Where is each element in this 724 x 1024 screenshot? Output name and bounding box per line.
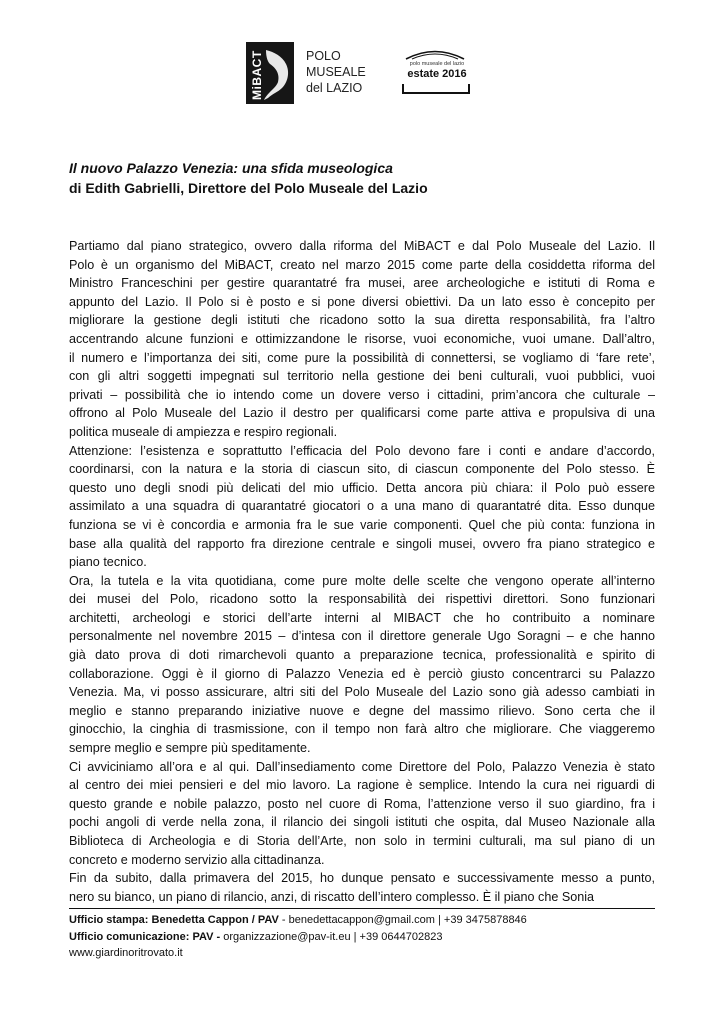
- press-office-contact[interactable]: - benedettacappon@gmail.com | +39 3475878846: [278, 914, 527, 926]
- paragraph-line: ginocchio, la cinghia di trasmissione, con il tempo non farà altro che migliorare. Che viaggeremo: [69, 722, 655, 737]
- article-paragraph: [69, 758, 655, 870]
- paragraph-line: personalmente nel novembre 2015 – d’intesa con il direttore generale Ugo Soragni – e che hanno: [69, 629, 655, 644]
- press-office-label: Ufficio stampa: Benedetta Cappon / PAV: [69, 914, 279, 926]
- paragraph-line: con gli altri soggetti impegnati sul territorio nella gestione dei beni culturali, vuoi pubblici, vuoi: [69, 369, 655, 384]
- paragraph-line: offrono al Polo Museale del Lazio il destro per qualificarsi come parte attiva e propulsiva di una: [69, 406, 655, 421]
- paragraph-line: nero su bianco, un piano di rilancio, anzi, di riscatto dell’intero complesso. È il piano che Sonia: [69, 889, 595, 904]
- polo-museale-wordmark: [306, 48, 366, 96]
- paragraph-line: Biblioteca di Archeologia e di Storia dell’Arte, non solo in termini culturali, ma sul piano di un: [69, 834, 655, 848]
- article-paragraph: [69, 442, 655, 572]
- estate-2016-logo: [398, 46, 474, 102]
- press-office-line: [69, 912, 527, 929]
- paragraph-line: dei musei del Polo, ricadono sotto la responsabilità dei rispettivi direttori. Sono funzionari: [69, 592, 655, 607]
- paragraph-line: architetti, archeologi e storici dell’arte interni al MIBACT che ho contribuito a nominare: [69, 610, 655, 625]
- paragraph-line: sempre meglio e sempre più speditamente.: [69, 741, 311, 756]
- footer-divider: [69, 908, 655, 909]
- article-paragraph: [69, 237, 655, 442]
- article-author: di Edith Gabrielli, Direttore del Polo Museale del Lazio: [69, 180, 428, 196]
- communication-office-contact[interactable]: organizzazione@pav-it.eu | +39 0644702823: [220, 930, 443, 943]
- paragraph-line: assimilato a una squadra di quarantatré giocatori o a una mano di quarantatré dita. Esso dunque: [69, 499, 655, 514]
- paragraph-line: Ci avviciniamo all’ora e al qui. Dall’insediamento come Direttore del Polo, Palazzo Venezia è stato: [69, 759, 655, 774]
- museale-line: MUSEALE: [306, 65, 366, 79]
- paragraph-line: collaborazione. Oggi è il giorno di Palazzo Venezia ed è perciò giusto concentrarci su Palazzo: [69, 666, 655, 681]
- paragraph-line: concreto e moderno servizio alla cittadinanza.: [69, 852, 325, 867]
- article-paragraph: [69, 869, 655, 906]
- polo-line: POLO: [306, 49, 341, 63]
- polo-museale-logo: [246, 42, 376, 104]
- communication-office-line: [69, 929, 527, 946]
- lazio-line: del LAZIO: [306, 81, 363, 95]
- paragraph-line: Attenzione: l’esistenza e soprattutto l’efficacia del Polo devono fare i conti e andare d’accordo,: [69, 443, 655, 458]
- paragraph-line: meglio e stanno preparando iniziative nuove e degne del massimo rilievo. Sono certa che il: [69, 703, 655, 718]
- paragraph-line: il numero e l’importanza dei siti, come pure la possibilità di connettersi, se vogliamo di ‘fare rete’,: [69, 350, 655, 365]
- paragraph-line: pochi angoli di verde nella zona, il rilancio dei singoli istituti che ospita, dal Museo Nazionale alla: [69, 815, 655, 830]
- paragraph-line: già dato prova di doti rimarchevoli quanto a preparazione tecnica, professionalità e spirito di: [69, 648, 655, 663]
- website-link[interactable]: www.giardinoritrovato.it: [69, 947, 183, 959]
- paragraph-line: appunto del Lazio. Il Polo si è posto e si pone diversi obiettivi. Da un lato esso è concepito per: [69, 294, 655, 309]
- paragraph-line: piano tecnico.: [69, 555, 147, 570]
- mibact-vertical-text: MiBACT: [250, 50, 264, 100]
- paragraph-line: migliorare la gestione degli istituti che ricadono sotto la sua diretta responsabilità, fra l’altro: [69, 313, 655, 328]
- paragraph-line: questo grande e nobile palazzo, posto nel cuore di Roma, l’attenzione verso il suo giardino, fra i: [69, 796, 655, 811]
- paragraph-line: coordinarsi, con la natura e la storia di ciascun sito, di ciascun componente del Polo stesso. È: [69, 462, 655, 477]
- estate-title: estate 2016: [407, 68, 467, 80]
- estate-arch-icon: [404, 48, 466, 60]
- article-paragraph: [69, 572, 655, 758]
- paragraph-line: accentrando alcune funzioni e ottimizzandone le risorse, vuoi economiche, vuoi umane. Dall’altro,: [69, 331, 655, 346]
- estate-base-bar: [402, 84, 470, 94]
- paragraph-line: Ministro Franceschini per gestire quarantatré fra musei, aree archeologiche e istituti di Roma e: [69, 276, 655, 291]
- paragraph-line: Fin da subito, dalla primavera del 2015, ho dunque pensato e successivamente messo a punto,: [69, 871, 655, 886]
- paragraph-line: questo uno degli snodi più delicati del mio ufficio. Detta ancora più chiara: il Polo può essere: [69, 480, 655, 495]
- article-title: Il nuovo Palazzo Venezia: una sfida museologica: [69, 160, 393, 176]
- article-body: [69, 237, 655, 906]
- communication-office-label: Ufficio comunicazione: PAV -: [69, 930, 221, 943]
- estate-subtitle: polo museale del lazio: [409, 61, 465, 67]
- paragraph-line: al centro dei miei pensieri e del mio lavoro. La ragione è semplice. Intendo la cura nei riguardi di: [69, 778, 655, 793]
- paragraph-line: Partiamo dal piano strategico, ovvero dalla riforma del MiBACT e dal Polo Museale del Lazio. Il: [69, 239, 655, 253]
- paragraph-line: Ora, la tutela e la vita quotidiana, come pure molte delle scelte che vengono operate all’interno: [69, 573, 655, 588]
- paragraph-line: Venezia. Ma, vi posso assicurare, altri siti del Polo Museale del Lazio sono già adesso cambiati in: [69, 685, 655, 700]
- footer: [69, 912, 527, 962]
- paragraph-line: base alla qualità del rapporto fra direzione centrale e singoli musei, ovvero fra piano strategico e: [69, 536, 655, 551]
- paragraph-line: politica museale di ampiezza e respiro regionali.: [69, 424, 338, 439]
- paragraph-line: Polo è un organismo del MiBACT, creato nel marzo 2015 come parte della cosiddetta riforma del: [69, 257, 655, 272]
- paragraph-line: privati – possibilità che io intendo come un dovere verso i cittadini, prim’ancora che culturale –: [69, 387, 655, 402]
- paragraph-line: funziona se vi è concordia e armonia fra le sue varie componenti. Quel che più conta: funziona in: [69, 517, 655, 532]
- mibact-emblem: [246, 42, 294, 104]
